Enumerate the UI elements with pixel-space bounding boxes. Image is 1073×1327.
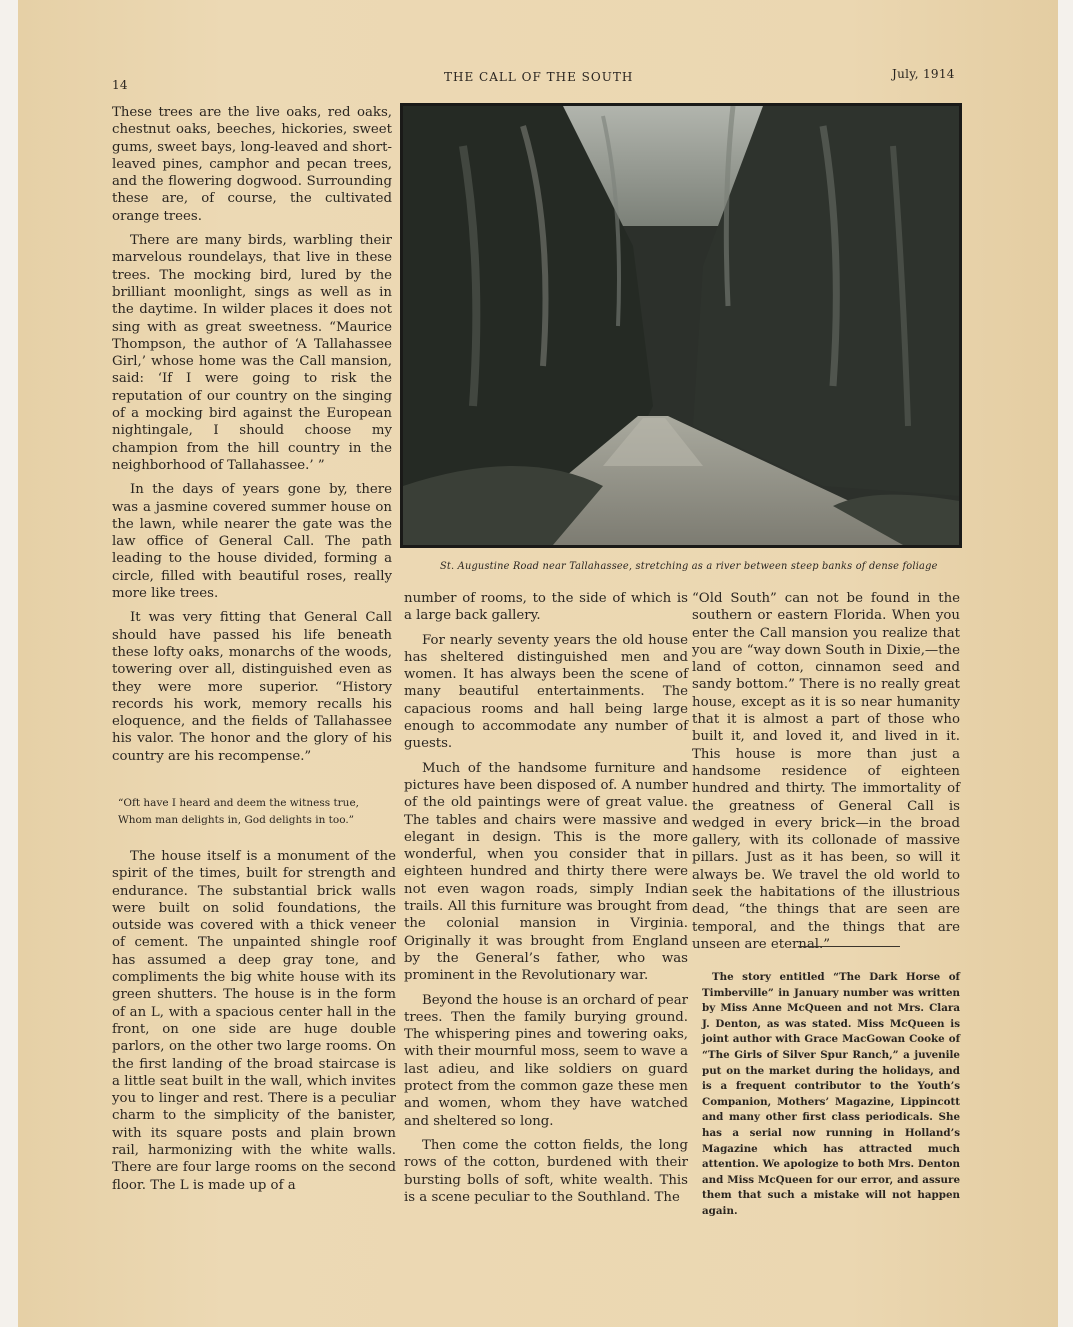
issue-date: July, 1914 xyxy=(892,67,955,81)
photo-caption: St. Augustine Road near Tallahassee, stretching as a river between steep banks of dense foliage xyxy=(440,561,938,572)
paragraph: number of rooms, to the side of which is a large back gallery. xyxy=(404,591,688,624)
correction-notice: The story entitled “The Dark Horse of Timberville” in January number was written by Miss Anne McQueen and not Mrs. Clara J. Denton, as was stated. Miss McQueen is joint author with Grace MacGowan Cooke of “The Girls of Silver Spur Ranch,” a juvenile put on the market during the holidays, and is a frequent contributor to the Youth’s Companion, Mothers’ Magazine, Lippincott and many other first class periodicals. She has a serial now running in Holland’s Magazine which has attracted much attention. We apologize to both Mrs. Denton and Miss McQueen for our error, and assure them that such a mistake will not happen again. xyxy=(702,971,960,1217)
column-1-top xyxy=(112,104,392,772)
verse-line: “Oft have I heard and deem the witness true, xyxy=(118,797,359,809)
verse-line: Whom man delights in, God delights in too.” xyxy=(118,814,355,826)
paragraph: “Old South” can not be found in the southern or eastern Florida. When you enter the Call mansion you realize that you are “way down South in Dixie,—the land of cotton, cinnamon seed and sandy bottom.” There is no really great house, except as it is so near humanity that it is almost a part of those who built it, and loved it, and lived in it. This house is more than just a handsome residence of eighteen hundred and thirty. The immortality of the greatness of General Call is wedged in every brick—in the broad gallery, with its collonade of massive pillars. Just as it has been, so will it always be. We travel the old world to seek the habitations of the illustrious dead, “the things that are seen are temporal, and the things that are unseen are eternal.” xyxy=(692,591,960,952)
verse-quote xyxy=(118,795,408,829)
paragraph: For nearly seventy years the old house has sheltered distinguished men and women. It has always been the scene of many beautiful entertainments. The capacious rooms and hall being large enough to accommodate any number of guests. xyxy=(404,632,688,752)
section-divider xyxy=(798,946,900,947)
paragraph: The house itself is a monument of the spirit of the times, built for strength and endurance. The substantial brick walls were built on solid foundations, the outside was covered with a thick veneer of cement. The unpainted shingle roof has assumed a deep gray tone, and compliments the big white house with its green shutters. The house is in the form of an L, with a spacious center hall in the front, on one side are huge double parlors, on the other two large rooms. On the first landing of the broad staircase is a little seat built in the wall, which invites you to linger and rest. There is a peculiar charm to the simplicity of the banister, with its square posts and plain brown rail, harmonizing with the white walls. There are four large rooms on the second floor. The L is made up of a xyxy=(112,849,396,1193)
road-photo-illustration xyxy=(403,106,959,545)
page-number: 14 xyxy=(112,78,128,92)
paragraph: These trees are the live oaks, red oaks, chestnut oaks, beeches, hickories, sweet gums, sweet bays, long-leaved and short-leaved pines, camphor and pecan trees, and the flowering dogwood. Surrounding these are, of course, the cultivated orange trees. xyxy=(112,105,392,224)
running-title: THE CALL OF THE SOUTH xyxy=(444,70,634,84)
column-3 xyxy=(692,590,960,960)
scan-margin-right xyxy=(1058,0,1073,1327)
paragraph: There are many birds, warbling their marvelous roundelays, that live in these trees. The mocking bird, lured by the brilliant moonlight, sings as well as in the daytime. In wilder places it does not sing with as great sweetness. “Maurice Thompson, the author of ‘A Tallahassee Girl,’ whose home was the Call mansion, said: ‘If I were going to risk the reputation of our country on the singing of a mocking bird against the European nightingale, I should choose my champion from the hill country in the neighborhood of Tallahassee.’ ” xyxy=(112,233,392,473)
paragraph: In the days of years gone by, there was a jasmine covered summer house on the lawn, while nearer the gate was the law office of General Call. The path leading to the house divided, forming a circle, filled with beautiful roses, really more like trees. xyxy=(112,482,392,602)
column-2 xyxy=(404,590,688,1213)
paragraph: Beyond the house is an orchard of pear trees. Then the family burying ground. The whispering pines and towering oaks, with their mournful moss, seem to wave a last adieu, and like soldiers on guard protect from the common gaze these men and women, whom they have watched and sheltered so long. xyxy=(404,992,688,1129)
scan-margin-left xyxy=(0,0,18,1327)
road-photograph xyxy=(400,103,962,548)
paragraph: Then come the cotton fields, the long rows of the cotton, burdened with their bursting bolls of soft, white wealth. This is a scene peculiar to the Southland. The xyxy=(404,1137,688,1205)
paragraph: It was very fitting that General Call should have passed his life beneath these lofty oaks, monarchs of the woods, towering over all, distinguished even as they were more superior. “History records his work, memory recalls his eloquence, and the fields of Tallahassee his valor. The honor and the glory of his country are his recompense.” xyxy=(112,610,392,764)
column-1-bottom xyxy=(112,848,396,1201)
paragraph: Much of the handsome furniture and pictures have been disposed of. A number of the old paintings were of great value. The tables and chairs were massive and elegant in design. This is the more wonderful, when you consider that in eighteen hundred and thirty there were not even wagon roads, simply Indian trails. All this furniture was brought from the colonial mansion in Virginia. Originally it was brought from England by the General’s father, who was prominent in the Revolutionary war. xyxy=(404,760,688,984)
